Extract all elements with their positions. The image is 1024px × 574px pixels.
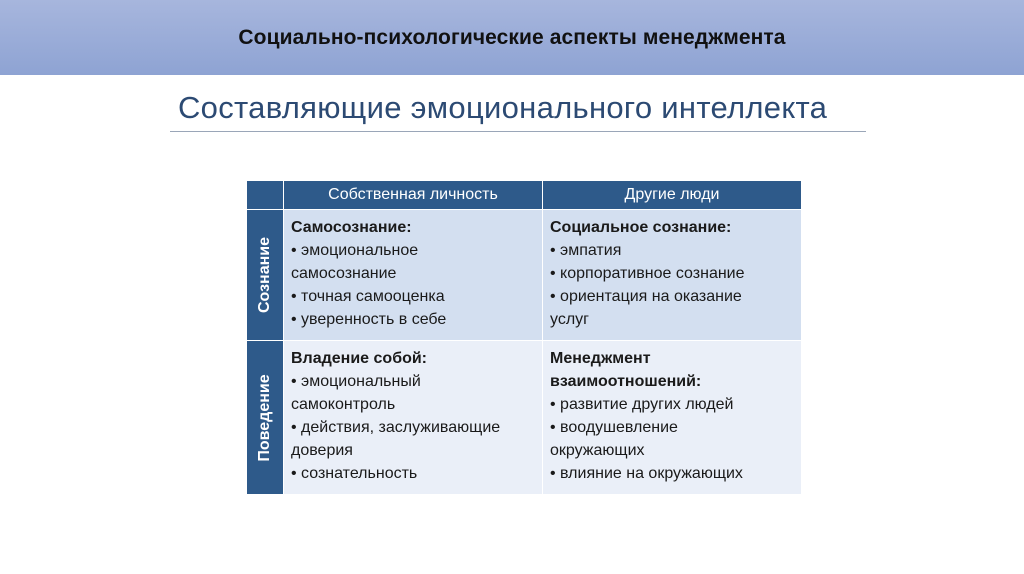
- list-item: • эмоциональный: [291, 373, 421, 390]
- list-item: • развитие других людей: [550, 396, 734, 413]
- list-item: окружающих: [550, 442, 645, 459]
- cell-relationship-management: [543, 341, 802, 495]
- ei-components-table: [246, 180, 802, 495]
- column-header-others: Другие люди: [543, 181, 802, 210]
- slide-title: Составляющие эмоционального интеллекта: [178, 90, 828, 125]
- cell-self-awareness: [284, 210, 543, 341]
- list-item: • ориентация на оказание: [550, 288, 742, 305]
- column-header-self: Собственная личность: [284, 181, 543, 210]
- cell-heading: Владение собой:: [291, 350, 428, 367]
- cell-heading: Социальное сознание:: [550, 219, 732, 236]
- title-underline: [170, 131, 866, 132]
- list-item: • корпоративное сознание: [550, 265, 745, 282]
- row-label: Сознание: [256, 236, 273, 314]
- cell-heading: Менеджмент взаимоотношений:: [550, 350, 702, 390]
- list-item: • сознательность: [291, 465, 418, 482]
- cell-social-awareness: [543, 210, 802, 341]
- cell-heading: Самосознание:: [291, 219, 412, 236]
- list-item: • действия, заслуживающие: [291, 419, 501, 436]
- row-header-behavior: [247, 341, 284, 495]
- list-item: • эмоциональное: [291, 242, 419, 259]
- row-header-awareness: [247, 210, 284, 341]
- table-header-row: [247, 181, 802, 210]
- list-item: • воодушевление: [550, 419, 678, 436]
- list-item: услуг: [550, 311, 589, 328]
- list-item: • эмпатия: [550, 242, 622, 259]
- list-item: самоконтроль: [291, 396, 396, 413]
- header-band: [0, 0, 1024, 75]
- table-row: [247, 210, 802, 341]
- list-item: • уверенность в себе: [291, 311, 447, 328]
- list-item: • влияние на окружающих: [550, 465, 743, 482]
- header-title: Социально-психологические аспекты менеджмента: [238, 25, 786, 49]
- row-label: Поведение: [256, 373, 273, 462]
- list-item: доверия: [291, 442, 353, 459]
- cell-self-management: [284, 341, 543, 495]
- list-item: самосознание: [291, 265, 397, 282]
- list-item: • точная самооценка: [291, 288, 445, 305]
- table-corner-cell: [247, 181, 284, 210]
- table-row: [247, 341, 802, 495]
